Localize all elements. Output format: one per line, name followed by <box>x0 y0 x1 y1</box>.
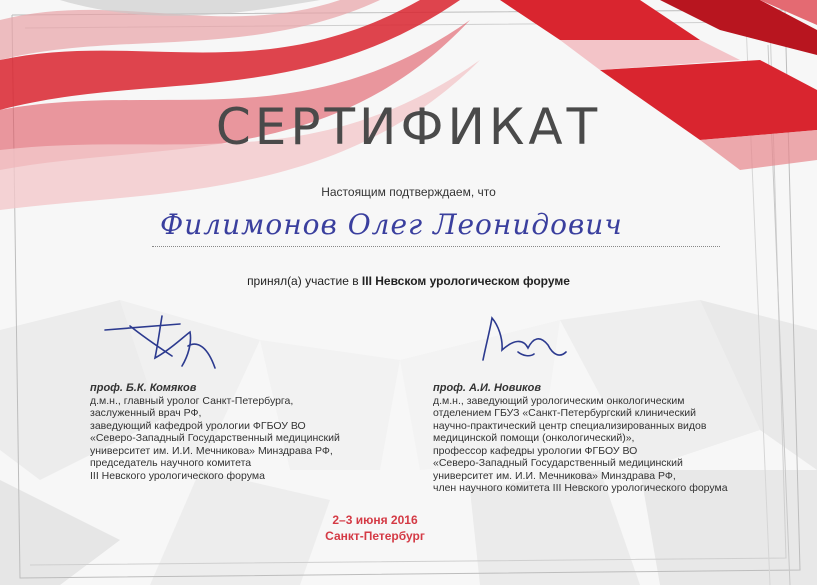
right-signer-line: «Северо-Западный Государственный медицинский <box>433 457 683 469</box>
event-date-block <box>300 512 450 544</box>
right-signer-line: профессор кафедры урологии ФГБОУ ВО <box>433 444 638 457</box>
left-signer-name: проф. Б.К. Комяков <box>90 382 197 394</box>
participation-text <box>0 274 817 288</box>
left-signer-line: «Северо-Западный Государственный медицинский <box>90 432 340 444</box>
event-date: 2–3 июня 2016 <box>332 513 418 527</box>
confirmation-text: Настоящим подтверждаем, что <box>321 185 496 199</box>
event-city: Санкт-Петербург <box>325 529 425 543</box>
left-signer-line: д.м.н., главный уролог Санкт-Петербурга, <box>90 394 294 407</box>
right-signature <box>468 310 578 370</box>
right-signer-line: д.м.н., заведующий урологическим онкологическим <box>433 394 685 407</box>
left-signature <box>100 308 230 378</box>
event-name: III Невском урологическом форуме <box>361 274 570 288</box>
right-signer-block <box>433 382 728 495</box>
right-signer-name: проф. А.И. Новиков <box>433 382 541 394</box>
left-signer-line: университет им. И.И. Мечникова» Минздрава РФ, <box>90 444 333 457</box>
right-signer-line: медицинской помощи (онкологический)», <box>433 432 635 444</box>
left-signer-line: заслуженный врач РФ, <box>90 407 202 419</box>
left-signer-line: заведующий кафедрой урологии ФГБОУ ВО <box>90 419 306 432</box>
participation-prefix: принял(а) участие в <box>247 274 359 288</box>
right-signer-line: член научного комитета III Невского урологического форума <box>433 482 728 494</box>
right-signer-line: университет им. И.И. Мечникова» Минздрава РФ, <box>433 469 676 482</box>
name-underline <box>152 246 720 247</box>
certificate-title: СЕРТИФИКАТ <box>215 98 602 156</box>
recipient-name: Филимонов Олег Леонидович <box>160 208 623 241</box>
left-signer-line: III Невского урологического форума <box>90 469 265 482</box>
left-signer-line: председатель научного комитета <box>90 457 252 469</box>
right-signer-line: отделением ГБУЗ «Санкт-Петербургский клинический <box>433 407 697 419</box>
left-signer-block <box>90 382 340 482</box>
right-signer-line: научно-практический центр специализированных видов <box>433 419 707 432</box>
